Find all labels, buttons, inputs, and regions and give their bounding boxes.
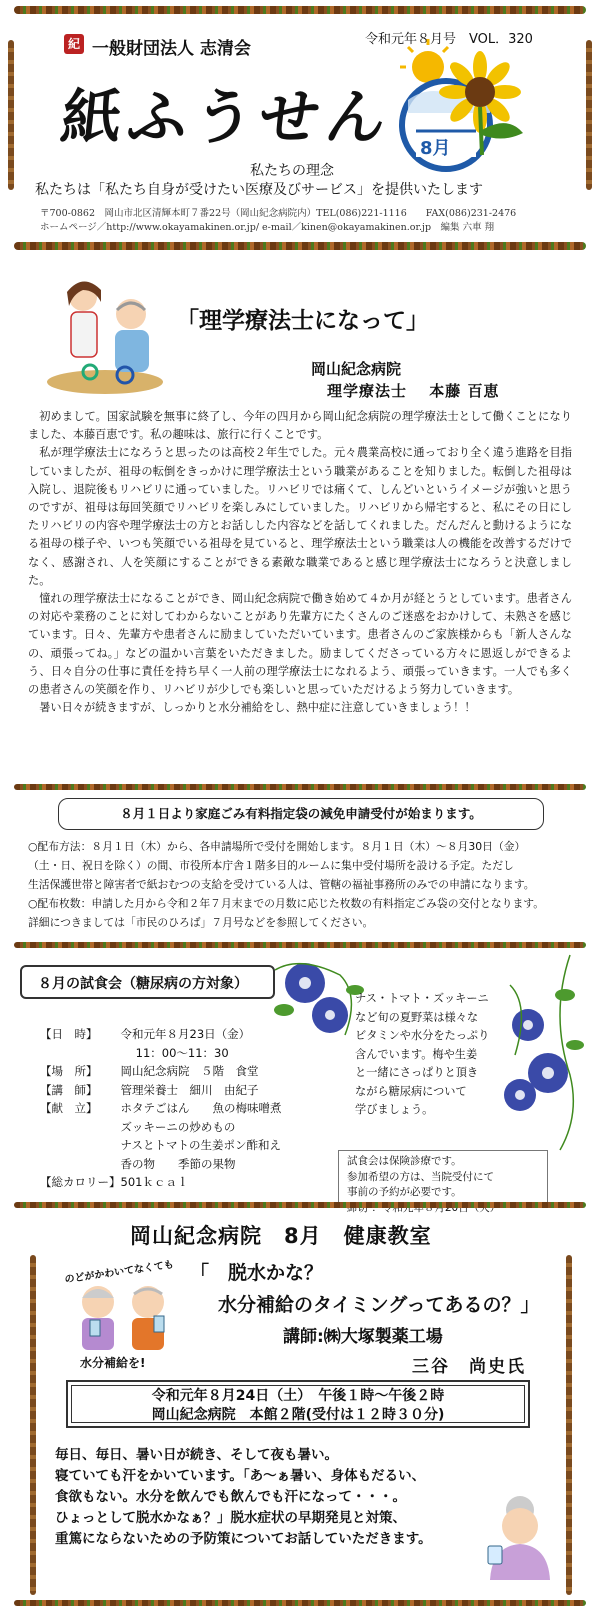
calorie-value: 501ｋｃａｌ [120, 1175, 189, 1189]
sunflower-badge-illustration [398, 45, 538, 175]
right-post-decoration [586, 40, 592, 190]
calorie-key: 【総カロリー】 [40, 1175, 121, 1189]
bottom-vine-border [14, 1600, 586, 1606]
lecturer-name: 三谷 尚史氏 [412, 1357, 526, 1377]
detail-value: 11：00～11：30 [120, 1045, 229, 1060]
event-place: 岡山紀念病院 本館２階(受付は１２時３０分) [151, 1407, 445, 1423]
notice-line: 詳細につきましては「市民のひろば」７月号などを参照してください。 [28, 916, 374, 929]
description-line: と一緒にさっぱりと頂き [355, 1066, 479, 1079]
article-title: 「理学療法士になって」 [176, 308, 429, 334]
issue-number: 令和元年８月号 VOL．320 [365, 32, 533, 47]
detail-key: 【場 所】 [40, 1064, 98, 1078]
article-body [28, 408, 572, 717]
notice-line: （土・日、祝日を除く）の間、市役所本庁舎１階多目的ルームに集中受付場所を設ける予定。ただし [28, 859, 514, 872]
event-date-box [66, 1380, 530, 1428]
detail-value: 令和元年８月23日（金） [120, 1027, 251, 1041]
lecturer-affiliation: 講師:㈱大塚製薬工場 [283, 1327, 443, 1347]
article-hospital: 岡山紀念病院 [311, 360, 402, 378]
description-line: 学びましょう。 [355, 1103, 434, 1116]
talk-title-line2: 水分補給のタイミングってあるの？」 [218, 1294, 540, 1316]
detail-value: 香の物 季節の果物 [120, 1156, 236, 1171]
event-date: 令和元年８月24日（土） 午後１時～午後２時 [151, 1388, 445, 1404]
body-line: 毎日、毎日、暑い日が続き、そして夜も暑い。 [55, 1447, 338, 1463]
detail-key [40, 1044, 121, 1063]
sun-icon [400, 39, 456, 83]
detail-key [40, 1136, 121, 1155]
article-paragraph: 憧れの理学療法士になることができ、岡山紀念病院で働き始めて４か月が経とうとしています。患者さんの対応や業務のことに対してわからないことがあり先輩方にたくさんのご迷惑をおかけして、未熟さを感じています。日々、先輩方や患者さんに励ましていただいています。患者さんのご家族様からも「新人さんなの、頑張ってね。」などの温かい言葉をいただきました。励ましてくださっている方々に恩返しができるよう、日々自分の仕事に責任を持ち早く一人前の理学療法士になれるよう、頑張っていきます。一人でも多くの患者さんの笑顔を作り、リハビリが少しでも楽しいと思っていただけるよう努力していきます。 [28, 592, 572, 697]
body-line: 重篤にならないための予防策についてお話していただきます。 [55, 1531, 432, 1547]
body-line: 寝ていても汗をかいています。「あ～ぁ暑い、身体もだるい、 [55, 1468, 426, 1484]
tasting-divider [14, 1202, 586, 1208]
article-divider [14, 784, 586, 790]
philosophy-text: 私たちは「私たち自身が受けたい医療及びサービス」を提供いたします [35, 182, 483, 198]
description-line: ビタミンや水分をたっぷり [355, 1029, 490, 1042]
notice-line: ○配布方法：８月１日（木）から、各申請場所で受付を開始します。８月１日（木）～８月30日（金） [28, 840, 526, 853]
detail-key: 【献 立】 [40, 1101, 98, 1115]
org-name: 一般財団法人 志清会 [92, 39, 251, 59]
health-class-title: 岡山紀念病院 8月 健康教室 [130, 1224, 432, 1248]
top-vine-border [14, 6, 586, 14]
talk-title-line1: 「 脱水かな？ [190, 1262, 324, 1284]
description-line: ながら糖尿病について [355, 1084, 467, 1098]
garbage-notice-headline: ８月１日より家庭ごみ有料指定袋の減免申請受付が始まります。 [58, 798, 544, 830]
notice-divider [14, 942, 586, 948]
newsletter-title: 紙ふうせん [57, 83, 396, 153]
detail-key: 【日 時】 [40, 1027, 98, 1041]
health-class-body [55, 1445, 432, 1550]
notice-line: ○配布枚数：申請した月から令和２年７月末までの月数に応じた枚数の有料指定ごみ袋の交付となります。 [28, 897, 545, 910]
note-line: 参加希望の方は、当院受付にて [347, 1170, 494, 1183]
detail-value: 管理栄養士 細川 由紀子 [120, 1082, 259, 1097]
body-line: 食欲もない。水分を飲んでも飲んでも汗になって・・・。 [55, 1489, 406, 1505]
description-line: 含んでいます。梅や生姜 [355, 1047, 478, 1061]
note-line: 試食会は保険診療です。 [347, 1155, 462, 1167]
detail-value: ホタテごはん 魚の梅味噌煮 [120, 1101, 282, 1115]
body-line: ひょっとして脱水かなぁ？」脱水症状の早期発見と対策、 [55, 1510, 406, 1526]
org-logo: 紀 [64, 34, 84, 54]
elderly-couple-illustration [70, 1280, 180, 1352]
article-author: 理学療法士 本藤 百恵 [327, 382, 500, 400]
hydration-caption: 水分補給を! [80, 1356, 146, 1370]
therapist-patient-illustration [45, 272, 165, 397]
speech-bubble-text: のどがかわいてなくても [64, 1259, 175, 1286]
detail-value: 岡山紀念病院 ５階 食堂 [120, 1064, 259, 1078]
address-line: 〒700-0862 岡山市北区清輝本町７番22号（岡山紀念病院内）TEL(086)221-1116 FAX(086)231-2476 [40, 208, 517, 219]
left-post-decoration [8, 40, 14, 190]
tasting-details [40, 1025, 282, 1192]
right-post-decoration [566, 1255, 572, 1595]
philosophy-heading: 私たちの理念 [250, 163, 334, 179]
garbage-notice-body [28, 837, 588, 932]
web-contact-line: ホームページ／http://www.okayamakinen.or.jp/ e-mail／kinen@okayamakinen.or.jp 編集 六車 翔 [40, 222, 495, 233]
elderly-woman-drinking-illustration [478, 1488, 558, 1580]
detail-value: ズッキーニの炒めもの [120, 1119, 236, 1134]
detail-value: ナスとトマトの生姜ポン酢和え [120, 1138, 282, 1152]
description-line: ナス・トマト・ズッキーニ [355, 992, 489, 1005]
header-divider [14, 242, 586, 250]
tasting-heading: ８月の試食会（糖尿病の方対象） [20, 965, 275, 999]
description-line: など旬の夏野菜は様々な [355, 1010, 479, 1024]
tasting-description [355, 990, 505, 1120]
article-paragraph: 暑い日々が続きますが、しっかりと水分補給をし、熱中症に注意していきましょう！！ [39, 701, 476, 715]
detail-key: 【講 師】 [40, 1082, 98, 1097]
tasting-note-box [338, 1150, 548, 1208]
month-badge: 8月 [420, 138, 451, 159]
article-paragraph: 初めまして。国家試験を無事に終了し、今年の四月から岡山紀念病院の理学療法士として働くことになりました、本藤百恵です。私の趣味は、旅行に行くことです。 [28, 410, 572, 442]
left-post-decoration [30, 1255, 36, 1595]
detail-key [40, 1155, 121, 1174]
notice-line: 生活保護世帯と障害者で紙おむつの支給を受けている人は、管轄の福祉事務所のみでの申請になります。 [28, 878, 535, 891]
note-line: 事前の予約が必要です。 [347, 1186, 462, 1198]
detail-key [40, 1118, 121, 1137]
article-paragraph: 私が理学療法士になろうと思ったのは高校２年生でした。元々農業高校に通っており全く違う進路を目指していましたが、祖母の転倒をきっかけに理学療法士という職業があることを知りました。転倒した祖母は入院し、退院後もリハビリに通っていました。リハビリでは痛くて、しんどいというイメージが強いと思うのですが、祖母は毎回笑顔でリハビリを楽しみにしていました。リハビリから帰宅すると、私にその日にしたリハビリの内容や理学療法士の方とお話しした内容などを話してくれました。だんだんと動けるようになる祖母の様子や、いつも笑顔でいる祖母を見ていると、理学療法士という職業は人の機能を改善するだけでなく、感謝され、人を笑顔にすることができる素敵な職業であると感じ理学療法士になろうと決意しました。 [28, 446, 572, 587]
